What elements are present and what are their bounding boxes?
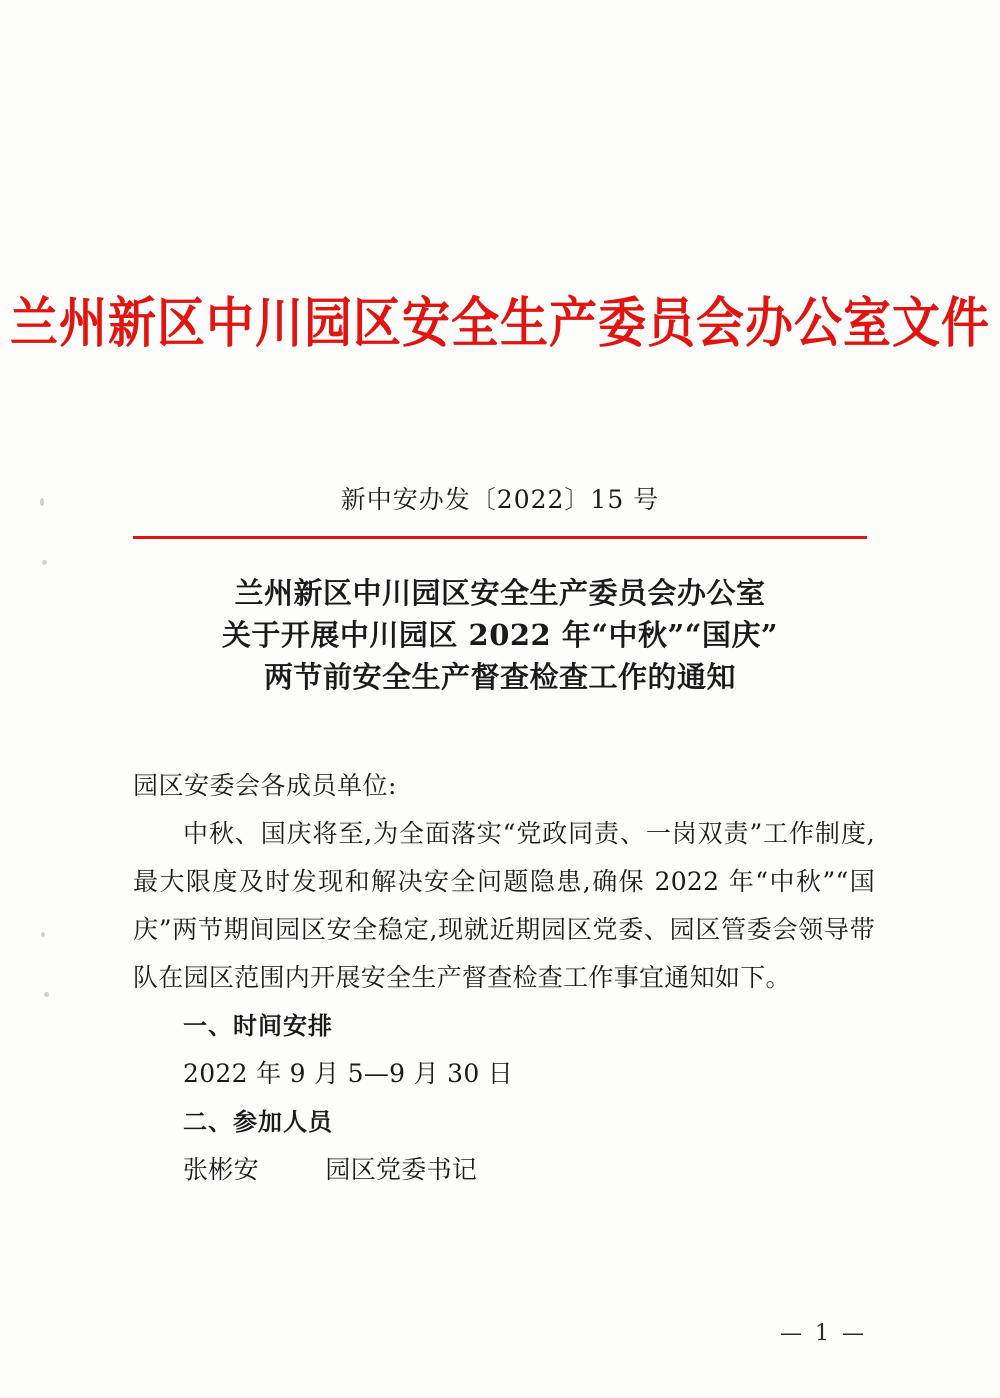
document-body [133,762,875,1194]
letterhead-title: 兰州新区中川园区安全生产委员会办公室文件 [9,292,990,355]
section-1-heading: 一、时间安排 [183,1012,333,1040]
participant-title: 园区党委书记 [325,1155,478,1184]
participant-name: 张彬安 [183,1155,259,1184]
body-paragraph-1: 中秋、国庆将至,为全面落实“党政同责、一岗双责”工作制度,最大限度及时发现和解决安全问题隐患,确保 2022 年“中秋”“国庆”两节期间园区安全稳定,现就近期园区党委、园区管委会领导带队在园区范围内开展安全生产督查检查工作事宜通知如下。 [133,819,875,992]
scan-speckle-icon [41,932,45,937]
document-number: 新中安办发〔2022〕15 号 [340,485,660,514]
scan-speckle-icon [44,992,49,997]
section-2-heading: 二、参加人员 [183,1108,333,1136]
subject-line-2: 关于开展中川园区 2022 年“中秋”“国庆” [221,618,779,652]
section-1-text: 2022 年 9 月 5—9 月 30 日 [183,1059,514,1088]
participant-row [133,1146,875,1194]
scan-speckle-icon [42,560,47,565]
page-number: — 1 — [780,1321,867,1346]
salutation: 园区安委会各成员单位: [133,771,397,800]
subject-line-1: 兰州新区中川园区安全生产委员会办公室 [234,576,766,610]
subject-line-3: 两节前安全生产督查检查工作的通知 [263,660,736,694]
red-separator-rule [133,536,867,539]
document-subject [133,572,867,698]
